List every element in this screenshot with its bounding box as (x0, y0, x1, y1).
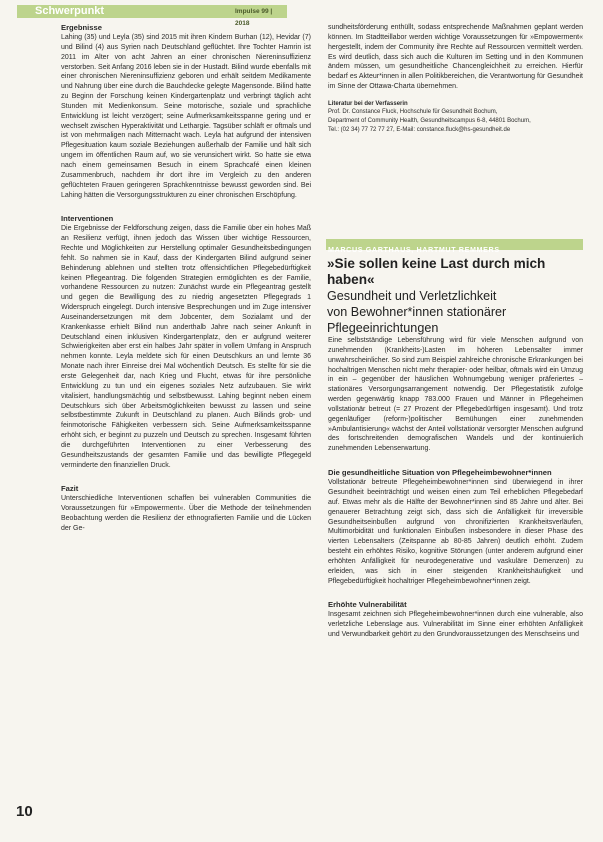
heading-interventionen: Interventionen (61, 214, 114, 224)
subtitle-line: Gesundheit und Verletzlichkeit (327, 289, 497, 303)
section-title: Schwerpunkt (35, 5, 105, 17)
literature-line: Prof. Dr. Constance Fluck, Hochschule für Gesundheit Bochum, (328, 109, 498, 116)
paragraph-fazit: Unterschiedliche Interventionen schaffen bei vulnerablen Communities die Voraussetzungen für »Empowerment«. Über die Methode der teilnehmenden Beobachtung werden die Resilienz der ethnografierten Familie und die Lücken der Ge- (61, 495, 311, 532)
paragraph-interventionen: Die Ergebnisse der Feldforschung zeigen, dass die Familie über ein hohes Maß an Resilienz verfügt, ihnen jedoch das Wissen über wichtige Ressourcen, Rechte und Möglichkeiten zur Herstellung optimaler Gesundheitsbedingungen fehlt. So nahmen sie in Kauf, dass der Kindergarten Bilind aufgrund seiner Behinderung ablehnen und stellten trotz offensichtlichen Pflegebedürftigkeit keinen Pflegeantrag. Die folgenden Strategien ermöglichten es der Familie, vorhandene Ressourcen zu nutzen: Zunächst wurde ein Pflegeantrag gestellt und gegen die Bewilligung des zu niedrig angesetzten Pflegegrads 1 Widerspruch eingelegt. Durch intensive Besprechungen und im Zuge intensiver Auseinandersetzungen mit dem Jobcenter, dem Sozialamt und der Krankenkasse erhielt Bilind nun anderthalb Jahre nach seiner Ankunft in Deutschland einen inklusiven Kindergartenplatz, den er aufgrund weiterer Schwierigkeiten aber erst ein halbes Jahr später in vollem Umfang in Anspruch nehmen konnte. Leyla meldete sich für einen Deutschkurs an und lernte 36 Monate nach ihrer Einreise drei Mal wöchentlich Deutsch. Es stellte für sie die erste Gelegenheit dar, nach Krieg und Flucht, etwas für ihre persönliche Entwicklung zu tun und ein eigenes soziales Netz aufzubauen. Sie wirkt vitalisiert, handlungsmächtig und selbstbewusst. Lahing beginnt neben einem Deutschkurs sich über Arbeitsmöglichkeiten bewusst zu lassen und seine selbstbestimmte Zukunft in Deutschland zu planen. Auch Bilinds grob- und feinmotorische Fähigkeiten verbessern sich. Seine Aufmerksamkeitsspanne erhöht sich, er beginnt zu puzzeln und Deutsch zu sprechen. Insgesamt führten die durchgeführten Interventionen zu einer Verbesserung des Gesundheitszustands der gesamten Familie und das bewilligte Pflegegeld verminderte den finanziellen Druck. (61, 225, 311, 469)
right-column-body (328, 336, 583, 640)
page-number: 10 (16, 803, 33, 820)
literature-line: Tel.: (02 34) 77 72 77 27, E-Mail: constance.fluck@hs-gesundheit.de (328, 126, 511, 133)
subtitle-line: von Bewohner*innen stationärer (327, 305, 507, 319)
issue-label: Impulse 99 | 2018 (235, 8, 273, 27)
heading-ergebnisse: Ergebnisse (61, 23, 102, 32)
subtitle-line: Pflegeeinrichtungen (327, 321, 439, 335)
heading-gesundheitliche-situation: Die gesundheitliche Situation von Pflegeheimbewohner*innen (328, 468, 552, 478)
right-column-top (328, 23, 583, 134)
authors-bar (326, 239, 583, 254)
paragraph-gesundheitliche-situation: Vollstationär betreute Pflegeheimbewohner*innen sind überwiegend in ihrer Gesundheit beeinträchtigt und weisen einen zum Teil erheblichen Pflegebedarf auf. Etwas mehr als die Hälfte der Bewohner*innen sind 85 Jahre und älter. Bei genauerer Betrachtung zeigt sich, dass sich die Anfälligkeit für irreversible Gesundheitseinbußen aufgrund von chronifizierten Krankheitsverläufen, Multimorbidität und funktionalen Einbußen insbesondere in dieser Phase des vierten Lebensalters (Zeitspanne ab 80-85 Jahren) deutlich erhöht. Zudem besteht ein erhöhtes Risiko, kognitive Störungen (unter anderem aufgrund einer erhöhten Anfälligkeit für neurodegenerative und vaskuläre Demenzen) zu erleiden, was sich in einer steigenden Krankheitshäufigkeit und Pflegebedürftigkeit hochaltriger Pflegeheimbewohner*innen zeigt. (328, 479, 583, 585)
literature-heading: Literatur bei der Verfasserin (328, 100, 408, 107)
heading-fazit: Fazit (61, 484, 79, 494)
paragraph-continued: sundheitsförderung enthüllt, sodass entsprechende Maßnahmen geplant werden können. Im Stadtteillabor werden wichtige Voraussetzungen für »Empowerment« hergestellt, indem der Community ihre Rechte auf Ressourcen vermittelt werden. Es wird deutlich, dass sich auch die Kulturen im Setting und in den Kommunen ändern müssen, um gesundheitliche Chancengleichheit zu erreichen. Hierfür bedarf es Akteur*innen in allen Politikbereichen, die Verantwortung für Gesundheit im Sinne der Ottawa-Charta übernehmen. (328, 24, 583, 91)
paragraph-intro: Eine selbstständige Lebensführung wird für viele Menschen aufgrund von zunehmenden (Krankheits-)Lasten im höheren Lebensalter immer unwahrscheinlicher. So sind zum Beispiel zahlreiche chronische Erkrankungen bei hochaltrigen Menschen nicht mehr therapier- oder heilbar, oftmals wird ein Umzug in ein – gegenüber der häuslichen Wohnumgebung weniger präferiertes – stationäres Versorgungsarrangement notwendig. Der Pflegestatistik zufolge werden gegenwärtig knapp 783.000 Frauen und Männer in Pflegeheimen vollstationär betreut (= 27 Prozent der Pflegebedürftigen insgesamt). Und trotz gegenläufiger (reform-)politischer Bemühungen einer zunehmenden »Ambulantisierung« wächst der Anteil vollstationär versorgter Menschen aufgrund des fortschreitenden demografischen Wandels und der kontinuierlich zunehmenden Lebenserwartung. (328, 337, 583, 453)
left-column (61, 23, 311, 534)
authors-label: MARCUS GARTHAUS, HARTMUT REMMERS (328, 245, 500, 254)
literature-line: Department of Community Health, Gesundheitscampus 6-8, 44801 Bochum, (328, 118, 531, 124)
heading-vulnerabilitaet: Erhöhte Vulnerabilität (328, 600, 407, 610)
section-header-bar (17, 5, 287, 27)
literature-block (328, 100, 583, 134)
article-title (327, 256, 583, 336)
title-line: »Sie sollen keine Last durch mich haben« (327, 256, 546, 287)
paragraph-ergebnisse: Lahing (35) und Leyla (35) sind 2015 mit ihren Kindern Burhan (12), Hevidar (7) und Bilind (4) aus Syrien nach Deutschland geflüchtet. Ihre Tochter Hamrin ist 2011 im Alter von acht Jahren an einer chronischen Niereninsuffizienz verstorben. Seit Anfang 2016 leben sie in der Hustadt. Bilind wurde ebenfalls mit einer chronischen Niereninsuffizienz geboren und erhält seitdem Medikamente und Nahrung über eine durch die Bauchdecke gelegte Magensonde. Bilind hatte zu Beginn der Forschung keinen Kindergartenplatz und verbringt täglich acht Stunden mit Medienkonsum. Seine motorische, soziale und sprachliche Entwicklung ist leicht verzögert; seine Aufmerksamkeitsspanne gering und er wechselt zwischen Hyperaktivität und Lethargie. Tagsüber schläft er oftmals und ist von mehrmaligen nach Mitternacht wach. Leyla hat aufgrund der intensiven Pflegesituation kaum soziale Beziehungen außerhalb der Familie und hält sich ungern im öffentlichen Raum auf, wo sie verunsichert wirkt. So hatte sie etwa nach einem gemeinsamen Besuch in einem Sprachcafé einen kleinen Zusammenbruch, nachdem ihr dort ihre im Vergleich zu den anderen geflüchteten Frauen geringeren Sprachkenntnisse bewusst geworden sind. Bei Lahing hätten die Versorgungsstrukturen zu einer chronischen Erschöpfung. (61, 34, 311, 199)
paragraph-vulnerabilitaet: Insgesamt zeichnen sich Pflegeheimbewohner*innen durch eine vulnerable, also verletzliche Lebenslage aus. Vulnerabilität im Sinne einer erhöhten Anfälligkeit und Verwundbarkeit gehört zu den Grundvoraussetzungen des Menschseins und (328, 611, 583, 639)
